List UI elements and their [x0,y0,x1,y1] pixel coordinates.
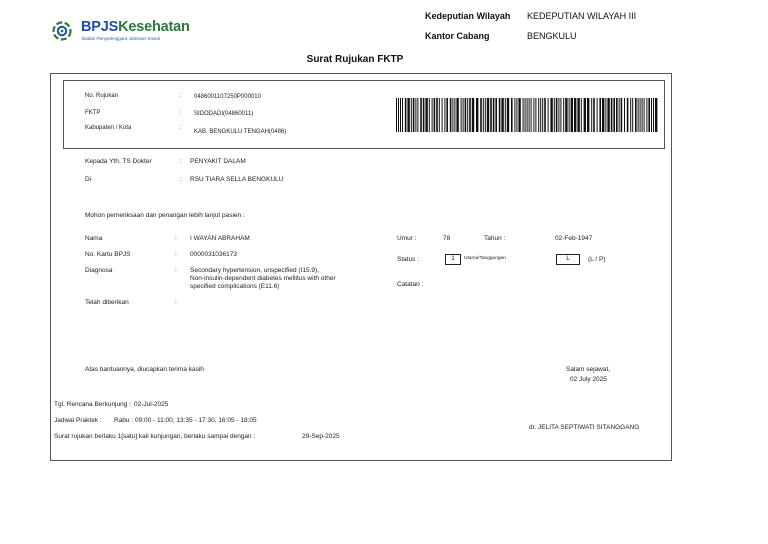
salam-text: Salam sejawat, [566,366,611,373]
berlaku-text: Surat rujukan berlaku 1[satu] kali kunjungan, berlaku sampai dengan : [54,433,256,440]
colon: : [180,93,182,99]
deputi-value: KEDEPUTIAN WILAYAH III [527,11,637,21]
rujukan-label: No. Rujukan [85,93,119,99]
colon: : [175,267,177,274]
diagnosa-value [190,267,336,291]
logo-name: BPJSKesehatan [81,19,190,35]
status-label: Status : [397,256,420,263]
umur-value: 78 [443,235,451,242]
colon: : [180,158,182,165]
request-text: Mohon pemeriksaan dan penangan lebih lanjut pasien : [85,212,245,219]
colon: : [180,176,182,183]
catatan-label: Catatan : [397,281,424,288]
fktp-label: FKTP [85,110,101,116]
berlaku-value: 29-Sep-2025 [302,433,340,440]
telah-label: Telah diberikan [85,299,129,306]
bpjs-logo [52,19,202,45]
rencana-value: 02-Jul-2025 [134,401,169,408]
kantor-label: Kantor Cabang [425,31,490,41]
diagnosa-line: specified complications (E11.6) [190,283,280,290]
fktp-value: SIDODADI(04860011) [194,111,254,117]
diagnosa-line: Non-insulin-dependent diabetes mellitus with other [190,275,336,282]
jadwal-value: Rabu : 09:00 - 11:00, 13:35 - 17:30, 16:05 - 18:05 [114,417,257,424]
birthdate-value: 02-Feb-1947 [555,235,593,242]
di-label: Di [85,176,92,183]
diagnosa-label: Diagnosa [85,267,113,274]
tahun-label: Tahun : [484,235,506,242]
rencana-label: Tgl. Rencana Berkunjung : [54,401,131,408]
kepada-value: PENYAKIT DALAM [190,158,246,165]
kepada-label: Kepada Yth. TS Dokter [85,158,152,165]
status-desc: Utama/Tanggungan [464,256,506,261]
colon: : [180,125,182,131]
kabupaten-label: Kabupaten / Kota [85,125,132,131]
bpjs-logo-icon [52,21,72,41]
umur-label: Umur : [397,235,417,242]
jadwal-label: Jadwal Praktek : [54,417,102,424]
sex-options: (L / P) [588,256,606,263]
sign-date: 02 July 2025 [570,376,607,383]
kabupaten-value: KAB. BENGKULU TENGAH(0486) [194,129,287,135]
logo-subtitle: Badan Penyelenggara Jaminan Sosial [82,36,160,41]
kartu-value: 0000031036173 [190,251,237,258]
colon: : [175,235,177,242]
kantor-value: BENGKULU [527,31,577,41]
colon: : [175,251,177,258]
colon: : [180,110,182,116]
thanks-text: Atas bantuannya, diucapkan terima kasih [85,366,204,373]
colon: : [175,299,177,306]
document-title: Surat Rujukan FKTP [306,54,404,65]
nama-label: Nama [85,235,103,242]
rujukan-value: 0486001107250P000010 [194,94,261,100]
nama-value: I WAYAN ABRAHAM [190,235,250,242]
diagnosa-line: Secondary hypertension, unspecified (I15.9), [190,267,319,274]
barcode [396,98,658,132]
di-value: RSU TIARA SELLA BENGKULU [190,176,284,183]
sex-box: L [556,254,580,265]
deputi-label: Kedeputian Wilayah [425,11,511,21]
kartu-label: No. Kartu BPJS [85,251,131,258]
status-box: 1 [445,254,461,265]
doctor-name: dr. JELITA SEPTIWATI SITANGGANG [529,424,640,431]
